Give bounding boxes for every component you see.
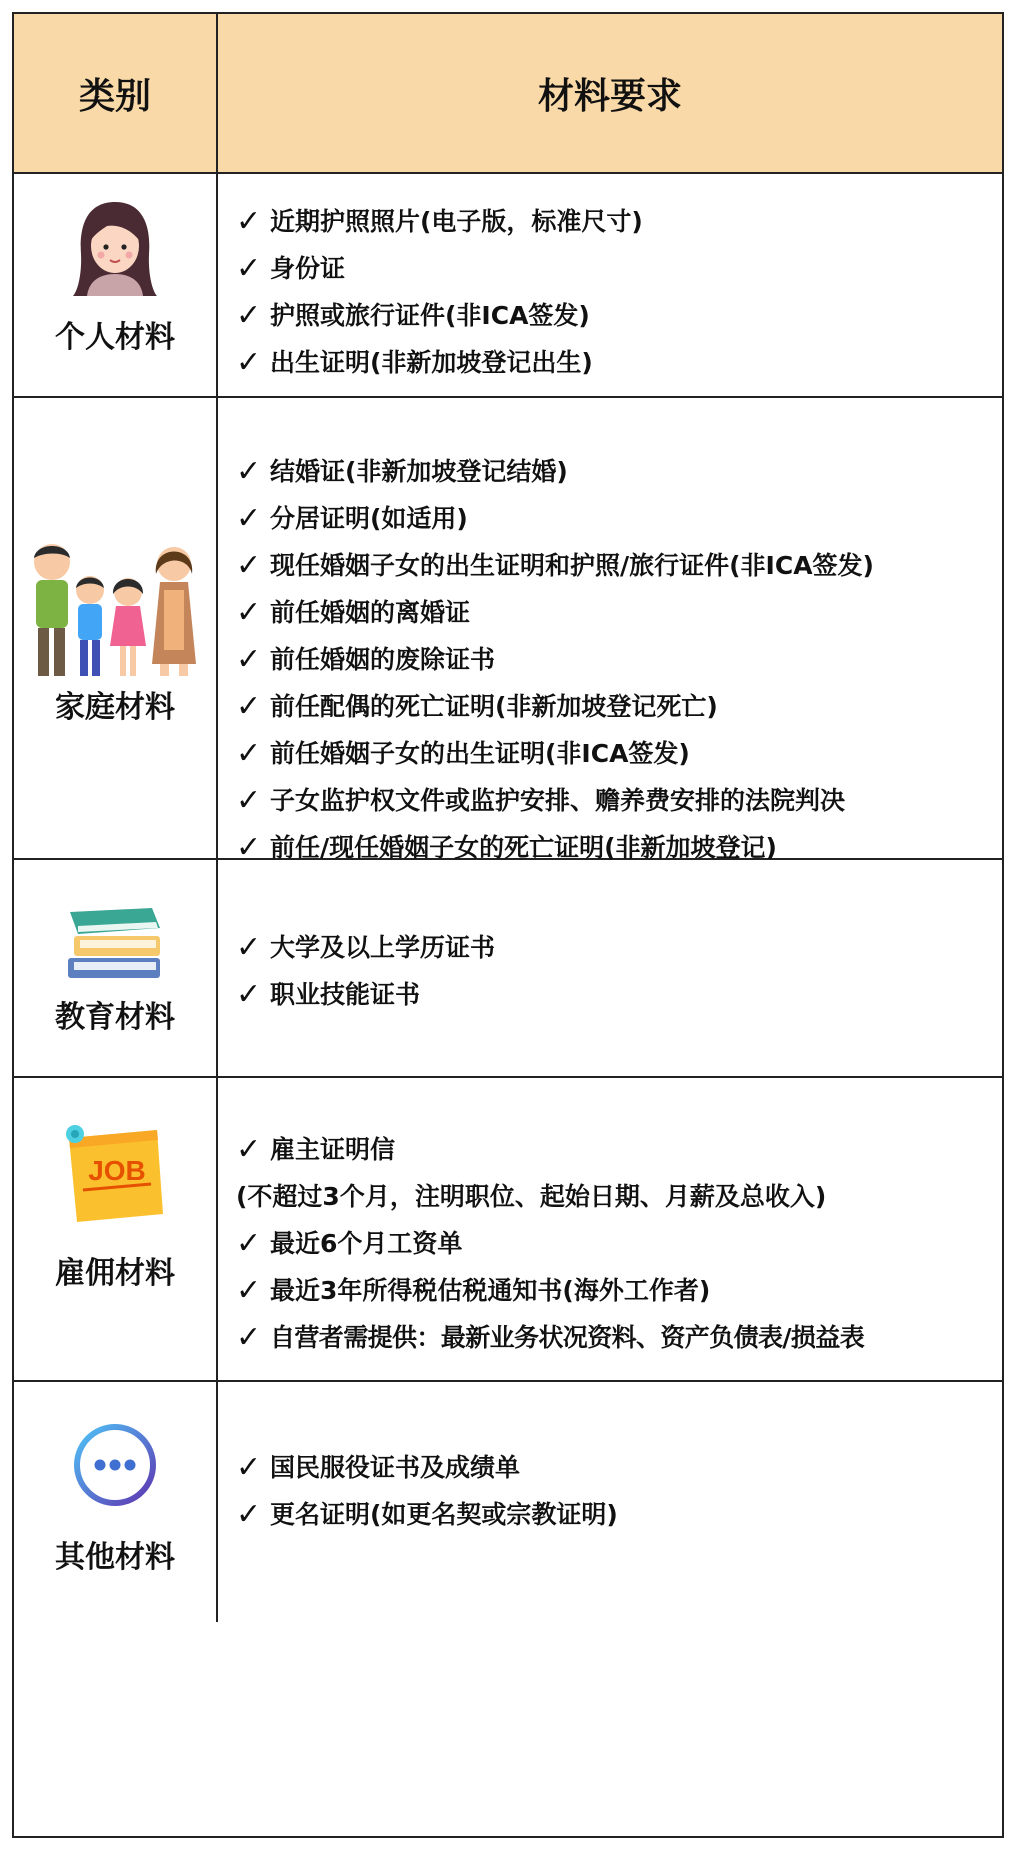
table-header	[14, 14, 1002, 174]
woman-avatar-icon	[14, 196, 216, 300]
list-item: ✓ 国民服役证书及成绩单	[236, 1444, 996, 1491]
category-label: 雇佣材料	[55, 1256, 175, 1291]
list-item: ✓ 职业技能证书	[236, 971, 996, 1018]
check-icon: ✓	[236, 548, 262, 583]
job-note-icon	[14, 1118, 216, 1228]
list-item: ✓ 分居证明(如适用)	[236, 495, 996, 542]
row-personal	[14, 174, 1002, 398]
check-icon: ✓	[236, 642, 262, 677]
check-icon: ✓	[236, 1132, 262, 1167]
check-icon: ✓	[236, 1450, 262, 1485]
list-item: ✓ 前任婚姻子女的出生证明(非ICA签发)	[236, 730, 996, 777]
list-item: ✓ 前任配偶的死亡证明(非新加坡登记死亡)	[236, 683, 996, 730]
list-item: ✓ 子女监护权文件或监护安排、赡养费安排的法院判决	[236, 777, 996, 824]
list-item-note: (不超过3个月，注明职位、起始日期、月薪及总收入)	[236, 1182, 827, 1211]
list-item: ✓ 出生证明(非新加坡登记出生)	[236, 339, 996, 386]
list-item: ✓ 前任婚姻的离婚证	[236, 589, 996, 636]
requirement-list	[236, 198, 996, 386]
row-family	[14, 398, 1002, 865]
check-icon: ✓	[236, 1226, 262, 1261]
check-icon: ✓	[236, 251, 262, 286]
check-icon: ✓	[236, 298, 262, 333]
header-requirements: 材料要求	[537, 75, 682, 117]
check-icon: ✓	[236, 783, 262, 818]
list-item: ✓ 前任/现任婚姻子女的死亡证明(非新加坡登记)	[236, 824, 996, 871]
row-education	[14, 860, 1002, 1078]
check-icon: ✓	[236, 830, 262, 865]
category-label: 家庭材料	[55, 690, 175, 725]
check-icon: ✓	[236, 1497, 262, 1532]
check-icon: ✓	[236, 736, 262, 771]
list-item: ✓ 最近6个月工资单	[236, 1220, 996, 1267]
job-text: JOB	[88, 1155, 146, 1186]
check-icon: ✓	[236, 204, 262, 239]
check-icon: ✓	[236, 930, 262, 965]
list-item: ✓ 自营者需提供：最新业务状况资料、资产负债表/损益表	[236, 1314, 996, 1361]
list-item: ✓ 前任婚姻的废除证书	[236, 636, 996, 683]
category-label: 教育材料	[55, 1000, 175, 1035]
list-item: ✓ 雇主证明信	[236, 1126, 996, 1173]
requirement-list	[236, 448, 996, 871]
check-icon: ✓	[236, 501, 262, 536]
check-icon: ✓	[236, 454, 262, 489]
list-item: ✓ 大学及以上学历证书	[236, 924, 996, 971]
check-icon: ✓	[236, 689, 262, 724]
category-label: 个人材料	[55, 320, 175, 355]
list-item: ✓ 身份证	[236, 245, 996, 292]
check-icon: ✓	[236, 345, 262, 380]
category-label: 其他材料	[55, 1540, 175, 1575]
list-item: ✓ 近期护照照片(电子版，标准尺寸)	[236, 198, 996, 245]
list-item: ✓ 更名证明(如更名契或宗教证明)	[236, 1491, 996, 1538]
check-icon: ✓	[236, 1320, 261, 1355]
family-icon	[14, 534, 216, 684]
header-category: 类别	[14, 14, 218, 172]
check-icon: ✓	[236, 1273, 262, 1308]
list-item: ✓ 护照或旅行证件(非ICA签发)	[236, 292, 996, 339]
row-other	[14, 1382, 1002, 1836]
requirement-list	[236, 1444, 996, 1538]
row-employment	[14, 1078, 1002, 1382]
list-item: ✓ 结婚证(非新加坡登记结婚)	[236, 448, 996, 495]
books-icon	[14, 900, 216, 986]
more-dots-icon	[14, 1420, 216, 1510]
materials-table	[12, 12, 1004, 1838]
requirement-list	[236, 924, 996, 1018]
requirement-list	[236, 1126, 996, 1361]
list-item: ✓ 最近3年所得税估税通知书(海外工作者)	[236, 1267, 996, 1314]
list-item: ✓ 现任婚姻子女的出生证明和护照/旅行证件(非ICA签发)	[236, 542, 996, 589]
check-icon: ✓	[236, 977, 262, 1012]
check-icon: ✓	[236, 595, 262, 630]
